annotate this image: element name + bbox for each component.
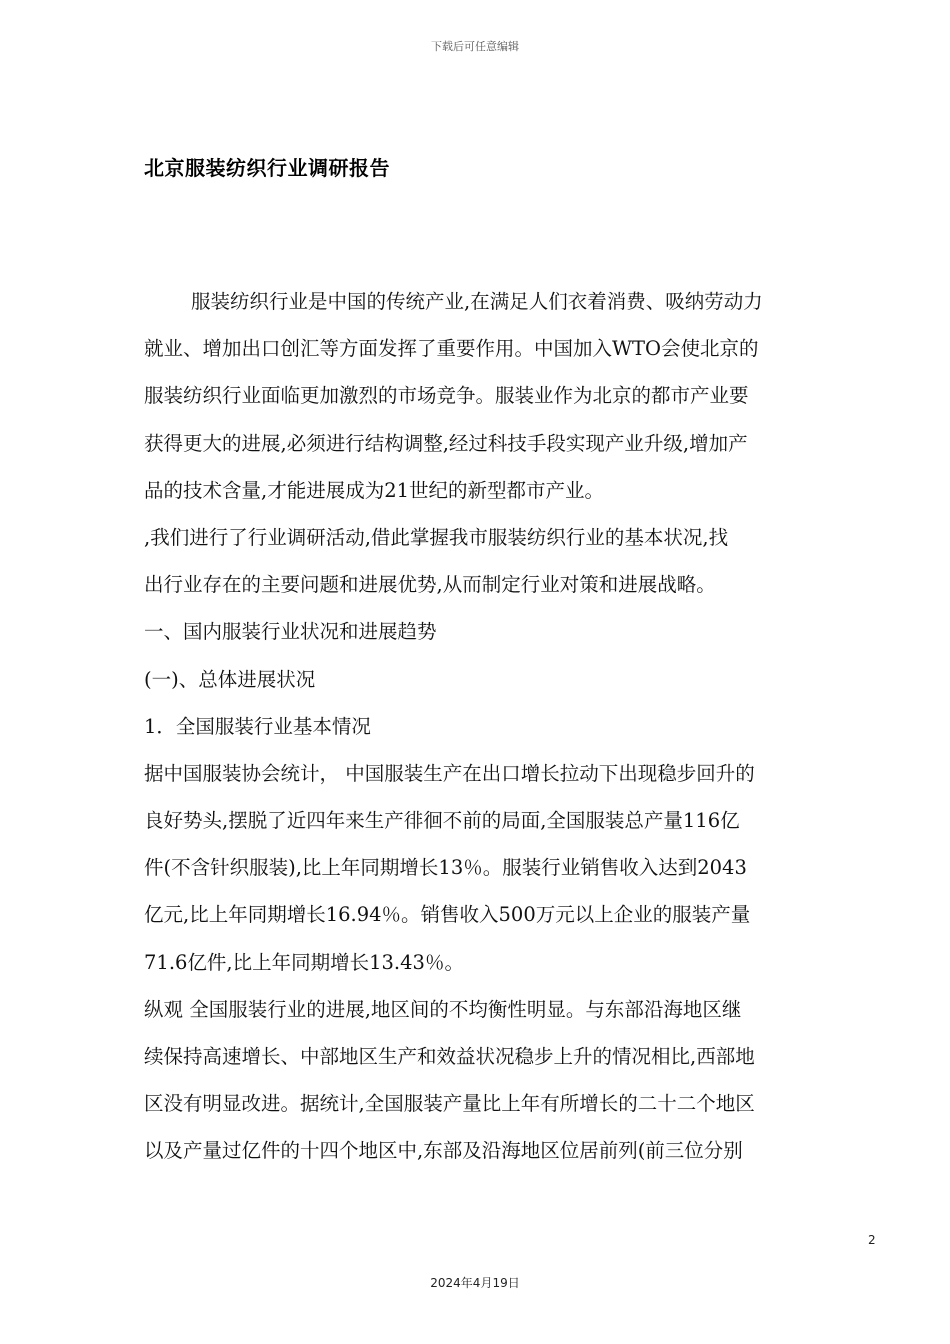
body-line: 71.6亿件,比上年同期增长13.43％。 <box>144 950 464 974</box>
body-line: 亿元,比上年同期增长16.94％。销售收入500万元以上企业的服装产量 <box>144 903 751 927</box>
section-heading: 一、国内服装行业状况和进展趋势 <box>144 620 437 644</box>
body-line: 纵观 全国服装行业的进展,地区间的不均衡性明显。与东部沿海地区继 <box>144 997 742 1021</box>
page-header: 下载后可任意编辑 <box>431 40 519 53</box>
page-footer-date: 2024年4月19日 <box>430 1276 520 1290</box>
subsubsection-heading: 1．全国服装行业基本情况 <box>144 714 371 738</box>
document-title: 北京服装纺织行业调研报告 <box>144 156 390 180</box>
body-line: 以及产量过亿件的十四个地区中,东部及沿海地区位居前列(前三位分别 <box>144 1139 743 1163</box>
body-line: 出行业存在的主要问题和进展优势,从而制定行业对策和进展战略。 <box>144 573 716 597</box>
body-line: 获得更大的进展,必须进行结构调整,经过科技手段实现产业升级,增加产 <box>144 431 748 455</box>
body-line: 服装纺织行业面临更加激烈的市场竞争。服装业作为北京的都市产业要 <box>144 384 749 408</box>
body-line: 服装纺织行业是中国的传统产业,在满足人们衣着消费、吸纳劳动力 <box>191 290 763 313</box>
body-line: 品的技术含量,才能进展成为21世纪的新型都市产业。 <box>144 478 605 502</box>
body-line: 续保持高速增长、中部地区生产和效益状况稳步上升的情况相比,西部地 <box>144 1045 755 1068</box>
body-line: 区没有明显改进。据统计,全国服装产量比上年有所增长的二十二个地区 <box>144 1092 755 1116</box>
body-line: 据中国服装协会统计， 中国服装生产在出口增长拉动下出现稳步回升的 <box>144 761 755 785</box>
page-number: 2 <box>868 1233 876 1247</box>
body-line: 件(不含针织服装),比上年同期增长13％。服装行业销售收入达到2043 <box>144 856 747 880</box>
document-body <box>144 278 864 1175</box>
body-line: ,我们进行了行业调研活动,借此掌握我市服装纺织行业的基本状况,找 <box>144 525 729 549</box>
body-line: 良好势头,摆脱了近四年来生产徘徊不前的局面,全国服装总产量116亿 <box>144 809 740 833</box>
subsection-heading: (一)、总体进展状况 <box>144 667 316 691</box>
body-line: 就业、增加出口创汇等方面发挥了重要作用。中国加入WTO会使北京的 <box>144 337 759 361</box>
